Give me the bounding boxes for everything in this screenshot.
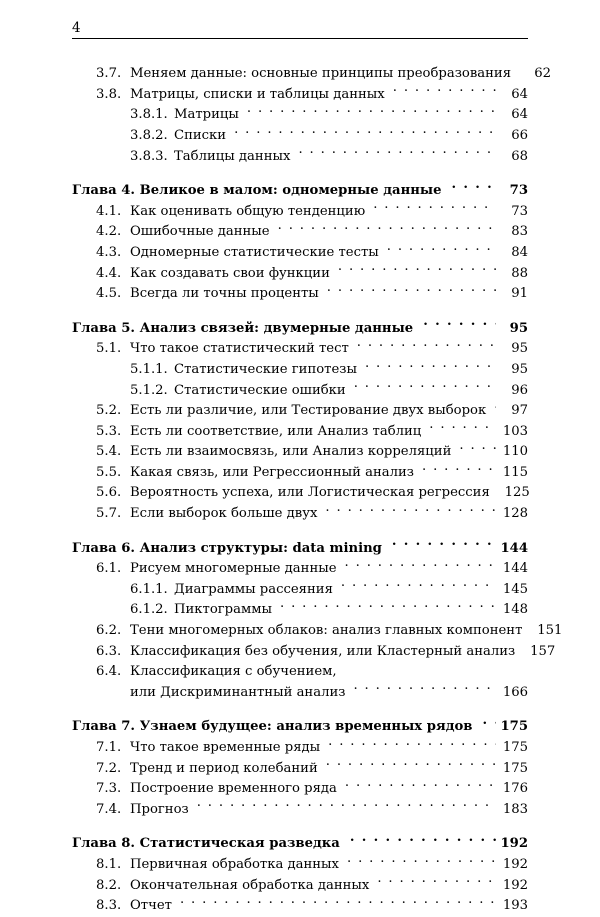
running-head bbox=[72, 20, 528, 39]
toc-entry-page-number: 95 bbox=[509, 320, 528, 336]
toc-entry[interactable] bbox=[72, 483, 528, 504]
toc-entry-number: 7.1. bbox=[96, 740, 122, 755]
toc-entry[interactable] bbox=[72, 600, 528, 621]
toc-dot-leader bbox=[327, 284, 496, 297]
toc-entry-page-number: 144 bbox=[502, 561, 528, 577]
toc-entry-title: Отчет bbox=[130, 898, 172, 914]
toc-entry-title: Какая связь, или Регрессионный анализ bbox=[130, 464, 414, 480]
toc-entry-title: Статистические ошибки bbox=[174, 382, 346, 398]
toc-entry-title: Глава 6. Анализ структуры: data mining bbox=[72, 540, 382, 556]
toc-dot-leader bbox=[234, 126, 496, 139]
toc-chapter-entry[interactable] bbox=[72, 319, 528, 340]
toc-entry-title: Вероятность успеха, или Логистическая регрессия bbox=[130, 485, 490, 501]
table-of-contents bbox=[72, 64, 563, 917]
toc-entry-title: или Дискриминантный анализ bbox=[130, 684, 346, 700]
toc-entry[interactable] bbox=[72, 222, 528, 243]
toc-entry-number: 4.5. bbox=[96, 286, 122, 302]
toc-entry-number: 7.4. bbox=[96, 801, 122, 817]
toc-dot-leader bbox=[180, 896, 496, 909]
toc-entry-title: Ошибочные данные bbox=[130, 224, 270, 240]
toc-dot-leader bbox=[353, 683, 496, 696]
toc-dot-leader bbox=[350, 834, 496, 847]
toc-entry-page-number: 73 bbox=[511, 203, 528, 219]
toc-entry[interactable] bbox=[72, 284, 528, 305]
toc-chapter-entry[interactable] bbox=[72, 538, 528, 559]
toc-entry[interactable] bbox=[72, 855, 528, 876]
toc-entry[interactable] bbox=[72, 146, 528, 167]
toc-entry-page-number: 183 bbox=[502, 801, 528, 817]
toc-entry[interactable] bbox=[72, 85, 528, 106]
toc-entry-page-number: 95 bbox=[511, 341, 528, 357]
toc-dot-leader bbox=[422, 463, 496, 476]
toc-dot-leader bbox=[338, 263, 496, 276]
toc-entry-page-number: 166 bbox=[502, 684, 528, 700]
toc-entry-number: 7.3. bbox=[96, 781, 122, 797]
toc-entry-page-number: 193 bbox=[502, 898, 528, 914]
toc-entry[interactable] bbox=[72, 641, 556, 662]
toc-entry[interactable] bbox=[72, 64, 552, 85]
toc-entry-page-number: 176 bbox=[502, 781, 528, 797]
toc-entry-title: Матрицы bbox=[174, 107, 239, 123]
toc-entry-number: 5.1. bbox=[96, 341, 122, 357]
toc-entry-title: Как оценивать общую тенденцию bbox=[130, 203, 366, 219]
toc-entry-number: 3.8. bbox=[96, 86, 122, 102]
toc-entry-title: Тени многомерных облаков: анализ главных компонент bbox=[130, 623, 523, 639]
toc-dot-leader bbox=[482, 717, 496, 730]
toc-chapter-entry[interactable] bbox=[72, 717, 528, 738]
toc-entry[interactable] bbox=[72, 380, 528, 401]
toc-dot-leader bbox=[298, 146, 496, 159]
toc-entry-page-number: 175 bbox=[502, 740, 528, 755]
toc-entry[interactable] bbox=[72, 126, 528, 147]
toc-entry[interactable] bbox=[72, 422, 528, 443]
toc-dot-leader bbox=[387, 243, 496, 256]
toc-entry-title: Диаграммы рассеяния bbox=[174, 581, 333, 597]
toc-entry-page-number: 83 bbox=[511, 224, 528, 240]
toc-entry-title: Окончательная обработка данных bbox=[130, 877, 370, 893]
toc-entry-title: Что такое статистический тест bbox=[130, 341, 349, 357]
toc-entry-title: Есть ли различие, или Тестирование двух выборок bbox=[130, 403, 487, 419]
toc-entry-number: 4.3. bbox=[96, 244, 122, 260]
toc-entry-title: Первичная обработка данных bbox=[130, 856, 339, 872]
toc-entry[interactable] bbox=[72, 738, 528, 759]
toc-entry-page-number: 88 bbox=[511, 265, 528, 281]
toc-entry-number: 4.4. bbox=[96, 265, 122, 281]
toc-entry[interactable] bbox=[72, 580, 528, 601]
toc-entry[interactable] bbox=[72, 202, 528, 223]
toc-entry-number: 3.7. bbox=[96, 66, 122, 82]
toc-entry[interactable] bbox=[72, 559, 528, 580]
toc-entry[interactable] bbox=[72, 683, 528, 704]
toc-entry-number: 8.1. bbox=[96, 856, 122, 872]
toc-entry-number: 6.3. bbox=[96, 643, 122, 659]
toc-entry-page-number: 192 bbox=[502, 877, 528, 893]
toc-entry[interactable] bbox=[72, 339, 528, 360]
toc-entry-page-number: 84 bbox=[511, 244, 528, 260]
toc-entry-title: Глава 4. Великое в малом: одномерные данные bbox=[72, 183, 442, 199]
toc-entry-number: 8.2. bbox=[96, 877, 122, 893]
toc-entry-title: Как создавать свои функции bbox=[130, 265, 330, 281]
toc-entry[interactable] bbox=[72, 779, 528, 800]
toc-entry[interactable] bbox=[72, 360, 528, 381]
toc-entry[interactable] bbox=[72, 662, 528, 683]
toc-entry-title: Одномерные статистические тесты bbox=[130, 244, 379, 260]
toc-entry[interactable] bbox=[72, 504, 528, 525]
toc-dot-leader bbox=[377, 875, 496, 888]
toc-entry-number: 5.3. bbox=[96, 423, 122, 439]
toc-entry-title: Матрицы, списки и таблицы данных bbox=[130, 86, 385, 102]
toc-dot-leader bbox=[452, 181, 497, 194]
toc-dot-leader bbox=[365, 360, 496, 373]
toc-dot-leader bbox=[345, 779, 496, 792]
toc-entry-page-number: 151 bbox=[537, 623, 563, 639]
toc-dot-leader bbox=[197, 800, 496, 813]
toc-entry-number: 5.5. bbox=[96, 464, 122, 480]
toc-entry-number: 3.8.3. bbox=[130, 148, 168, 164]
toc-entry-page-number: 145 bbox=[502, 581, 528, 597]
toc-entry-page-number: 103 bbox=[502, 423, 528, 439]
toc-entry-number: 5.1.1. bbox=[130, 361, 168, 377]
toc-entry[interactable] bbox=[72, 463, 528, 484]
toc-entry-title: Если выборок больше двух bbox=[130, 506, 318, 522]
toc-dot-leader bbox=[280, 600, 496, 613]
toc-entry-page-number: 91 bbox=[511, 286, 528, 302]
toc-entry-page-number: 95 bbox=[511, 361, 528, 377]
toc-entry-title: Что такое временные ряды bbox=[130, 740, 321, 755]
toc-entry-number: 5.7. bbox=[96, 506, 122, 522]
toc-chapter-entry[interactable] bbox=[72, 834, 528, 855]
toc-dot-leader bbox=[347, 855, 496, 868]
toc-entry-page-number: 192 bbox=[502, 856, 528, 872]
toc-entry[interactable] bbox=[72, 442, 528, 463]
toc-entry[interactable] bbox=[72, 758, 528, 779]
toc-entry-title: Списки bbox=[174, 127, 227, 143]
toc-dot-leader bbox=[278, 222, 496, 235]
toc-entry-number: 8.3. bbox=[96, 898, 122, 914]
toc-dot-leader bbox=[345, 559, 496, 572]
toc-entry-page-number: 192 bbox=[500, 836, 528, 852]
toc-dot-leader bbox=[325, 504, 496, 517]
toc-entry-title: Пиктограммы bbox=[174, 602, 272, 618]
toc-entry-page-number: 97 bbox=[511, 403, 528, 419]
toc-entry[interactable] bbox=[72, 263, 528, 284]
toc-dot-leader bbox=[373, 202, 496, 215]
toc-entry[interactable] bbox=[72, 800, 528, 821]
toc-entry-number: 6.4. bbox=[96, 664, 122, 680]
toc-entry-number: 6.2. bbox=[96, 623, 122, 639]
toc-entry-page-number: 148 bbox=[502, 602, 528, 618]
toc-entry-page-number: 68 bbox=[511, 148, 528, 164]
toc-entry-title: Таблицы данных bbox=[174, 148, 291, 164]
toc-dot-leader bbox=[247, 105, 496, 118]
toc-entry-title: Прогноз bbox=[130, 801, 189, 817]
toc-dot-leader bbox=[393, 85, 496, 98]
page-folio: 4 bbox=[72, 20, 81, 36]
toc-entry-page-number: 175 bbox=[500, 719, 528, 735]
toc-entry-page-number: 64 bbox=[511, 86, 528, 102]
toc-entry[interactable] bbox=[72, 105, 528, 126]
toc-dot-leader bbox=[459, 442, 496, 455]
toc-entry-title: Глава 7. Узнаем будущее: анализ временных рядов bbox=[72, 719, 473, 735]
toc-entry[interactable] bbox=[72, 401, 528, 422]
header-rule bbox=[72, 38, 528, 39]
toc-chapter-entry[interactable] bbox=[72, 181, 528, 202]
toc-dot-leader bbox=[494, 401, 496, 414]
toc-entry-page-number: 144 bbox=[500, 540, 528, 556]
toc-entry-page-number: 175 bbox=[502, 760, 528, 776]
toc-entry-title: Статистические гипотезы bbox=[174, 361, 357, 377]
toc-entry-page-number: 64 bbox=[511, 107, 528, 123]
toc-entry-number: 5.6. bbox=[96, 485, 122, 501]
toc-dot-leader bbox=[328, 738, 496, 751]
toc-dot-leader bbox=[326, 758, 496, 771]
toc-dot-leader bbox=[392, 538, 496, 551]
toc-entry-page-number: 128 bbox=[502, 506, 528, 522]
toc-entry-number: 3.8.2. bbox=[130, 127, 168, 143]
toc-dot-leader bbox=[429, 422, 496, 435]
toc-entry-number: 3.8.1. bbox=[130, 107, 168, 123]
toc-entry-number: 5.2. bbox=[96, 403, 122, 419]
toc-entry-title: Есть ли соответствие, или Анализ таблиц bbox=[130, 423, 422, 439]
toc-entry-number: 4.2. bbox=[96, 224, 122, 240]
toc-entry-page-number: 115 bbox=[502, 464, 528, 480]
toc-entry-title: Классификация без обучения, или Кластерный анализ bbox=[130, 643, 516, 659]
toc-dot-leader bbox=[357, 339, 496, 352]
toc-entry-title: Глава 5. Анализ связей: двумерные данные bbox=[72, 320, 414, 336]
toc-entry[interactable] bbox=[72, 896, 528, 917]
toc-dot-leader bbox=[423, 319, 496, 332]
toc-entry-number: 6.1. bbox=[96, 561, 122, 577]
toc-entry-page-number: 66 bbox=[511, 127, 528, 143]
toc-entry-title: Классификация с обучением, bbox=[130, 664, 337, 680]
toc-entry[interactable] bbox=[72, 875, 528, 896]
toc-entry-number: 4.1. bbox=[96, 203, 122, 219]
toc-entry-title: Всегда ли точны проценты bbox=[130, 286, 319, 302]
toc-entry-title: Меняем данные: основные принципы преобразования bbox=[130, 66, 512, 82]
toc-entry-title: Тренд и период колебаний bbox=[130, 760, 318, 776]
toc-entry-page-number: 110 bbox=[502, 444, 528, 460]
toc-entry-page-number: 125 bbox=[504, 485, 530, 501]
toc-entry-number: 6.1.1. bbox=[130, 581, 168, 597]
toc-entry-page-number: 96 bbox=[511, 382, 528, 398]
toc-entry-title: Глава 8. Статистическая разведка bbox=[72, 836, 340, 852]
toc-entry-title: Есть ли взаимосвязь, или Анализ корреляций bbox=[130, 444, 452, 460]
toc-entry-number: 5.4. bbox=[96, 444, 122, 460]
toc-entry-number: 7.2. bbox=[96, 760, 122, 776]
toc-entry-number: 5.1.2. bbox=[130, 382, 168, 398]
toc-entry-number: 6.1.2. bbox=[130, 602, 168, 618]
toc-entry-title: Рисуем многомерные данные bbox=[130, 561, 337, 577]
toc-entry[interactable] bbox=[72, 243, 528, 264]
toc-entry-page-number: 73 bbox=[509, 183, 528, 199]
toc-entry[interactable] bbox=[72, 621, 563, 642]
toc-entry-title: Построение временного ряда bbox=[130, 781, 337, 797]
toc-dot-leader bbox=[341, 580, 496, 593]
toc-entry-page-number: 157 bbox=[530, 643, 556, 659]
toc-entry-page-number: 62 bbox=[534, 66, 552, 82]
toc-dot-leader bbox=[345, 662, 496, 675]
toc-dot-leader bbox=[354, 380, 496, 393]
